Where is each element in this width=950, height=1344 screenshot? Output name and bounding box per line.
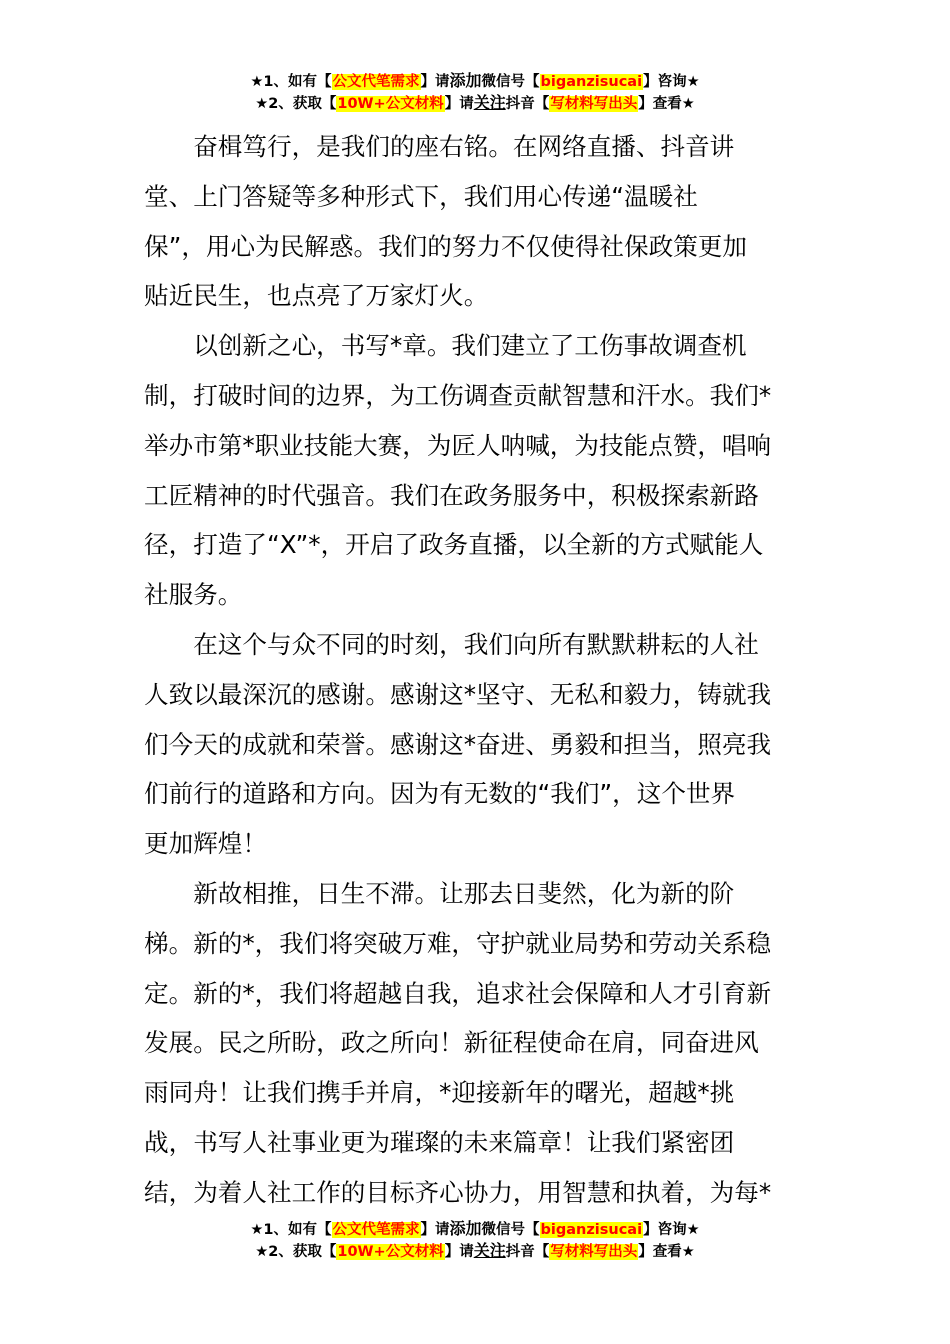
highlight-service: 公文代笔需求 xyxy=(332,74,420,90)
text-line: 梯。新的*，我们将突破万难，守护就业局势和劳动关系稳 xyxy=(144,928,772,958)
highlight-douyin-account: 写材料写出头 xyxy=(550,96,638,112)
banner-text: 】请 xyxy=(420,1222,450,1238)
text-line: 们今天的成就和荣誉。感谢这*奋进、勇毅和担当，照亮我 xyxy=(144,729,772,759)
highlight-wechat-id: biganzisucai xyxy=(540,1222,643,1238)
banner-text: 】请 xyxy=(444,1244,474,1260)
text-line: 举办市第*职业技能大赛，为匠人呐喊，为技能点赞，唱响 xyxy=(144,430,772,460)
text-line: 堂、上门答疑等多种形式下，我们用心传递“温暖社 xyxy=(144,181,698,211)
banner-text: 】查看★ xyxy=(638,96,695,112)
paragraph xyxy=(144,620,810,869)
paragraph xyxy=(144,122,810,321)
text-line: 更加辉煌！ xyxy=(144,829,267,859)
banner-text: ★2、获取【 xyxy=(255,96,337,112)
document-body xyxy=(144,122,810,1218)
paragraph xyxy=(144,869,810,1218)
banner-emphasis: 关注 xyxy=(473,93,506,112)
banner-text: 抖音【 xyxy=(505,96,550,112)
highlight-materials: 10W+公文材料 xyxy=(337,1244,444,1260)
highlight-wechat-id: biganzisucai xyxy=(540,74,643,90)
text-line: 保”，用心为民解惑。我们的努力不仅使得社保政策更加 xyxy=(144,231,747,261)
banner-text: 微信号【 xyxy=(481,74,540,90)
banner-text: 抖音【 xyxy=(505,1244,550,1260)
highlight-douyin-account: 写材料写出头 xyxy=(550,1244,638,1260)
text-line: 人致以最深沉的感谢。感谢这*坚守、无私和毅力，铸就我 xyxy=(144,679,772,709)
text-line: 工匠精神的时代强音。我们在政务服务中，积极探索新路 xyxy=(144,480,759,510)
banner-text: 】请 xyxy=(420,74,450,90)
text-line: 们前行的道路和方向。因为有无数的“我们”，这个世界 xyxy=(144,779,736,809)
text-line: 战，书写人社事业更为璀璨的未来篇章！让我们紧密团 xyxy=(144,1127,735,1157)
text-line: 以创新之心，书写*章。我们建立了工伤事故调查机 xyxy=(193,331,747,361)
banner-text: 】咨询★ xyxy=(643,1222,700,1238)
text-line: 制，打破时间的边界，为工伤调查贡献智慧和汗水。我们* xyxy=(144,380,772,410)
banner-text: ★1、如有【 xyxy=(250,1222,332,1238)
text-line: 贴近民生，也点亮了万家灯火。 xyxy=(144,281,489,311)
banner-emphasis: 添加 xyxy=(449,71,482,90)
text-line: 径，打造了“X”*，开启了政务直播，以全新的方式赋能人 xyxy=(144,530,764,560)
paragraph xyxy=(144,321,810,620)
text-line: 结，为着人社工作的目标齐心协力，用智慧和执着，为每* xyxy=(144,1177,772,1207)
banner-emphasis: 关注 xyxy=(473,1241,506,1260)
banner-line-2 xyxy=(0,92,950,114)
text-line: 在这个与众不同的时刻，我们向所有默默耕耘的人社 xyxy=(193,629,759,659)
highlight-service: 公文代笔需求 xyxy=(332,1222,420,1238)
banner-line-2 xyxy=(0,1240,950,1262)
highlight-materials: 10W+公文材料 xyxy=(337,96,444,112)
banner-text: 】咨询★ xyxy=(643,74,700,90)
header-banner xyxy=(0,70,950,114)
text-line: 社服务。 xyxy=(144,580,243,610)
banner-emphasis: 添加 xyxy=(449,1219,482,1238)
banner-text: ★1、如有【 xyxy=(250,74,332,90)
text-line: 奋楫笃行，是我们的座右铭。在网络直播、抖音讲 xyxy=(193,132,735,161)
text-line: 定。新的*，我们将超越自我，追求社会保障和人才引育新 xyxy=(144,978,772,1008)
banner-line-1 xyxy=(0,70,950,92)
text-line: 雨同舟！让我们携手并肩，*迎接新年的曙光，超越*挑 xyxy=(144,1078,735,1108)
banner-line-1 xyxy=(0,1218,950,1240)
banner-text: 】查看★ xyxy=(638,1244,695,1260)
banner-text: 微信号【 xyxy=(481,1222,540,1238)
text-line: 发展。民之所盼，政之所向！新征程使命在肩，同奋进风 xyxy=(144,1028,759,1058)
text-line: 新故相推，日生不滞。让那去日斐然，化为新的阶 xyxy=(193,878,735,908)
banner-text: 】请 xyxy=(444,96,474,112)
banner-text: ★2、获取【 xyxy=(255,1244,337,1260)
footer-banner xyxy=(0,1218,950,1262)
